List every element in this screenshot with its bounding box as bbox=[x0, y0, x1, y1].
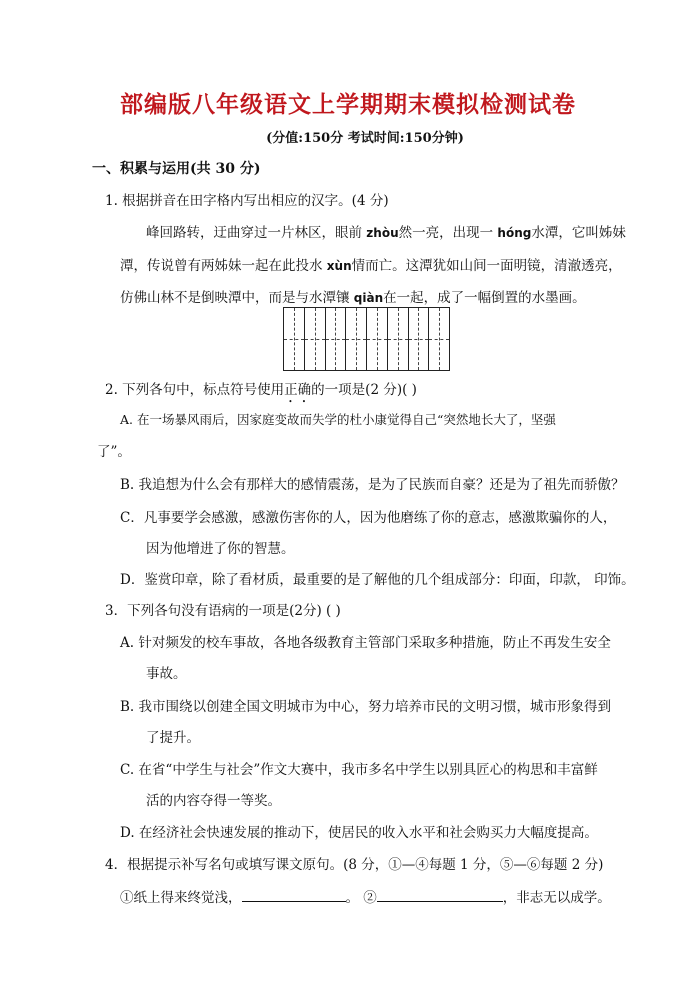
grid-cell[interactable] bbox=[367, 308, 388, 370]
pinyin-3: xùn bbox=[326, 259, 352, 273]
question-2-option-d: D．鉴赏印章，除了看材质，最重要的是了解他的几个组成部分：印面，印款， 印饰。 bbox=[120, 572, 635, 588]
question-3-option-d: D. 在经济社会快速发展的推动下，使居民的收入水平和社会购买力大幅度提高。 bbox=[120, 825, 598, 841]
question-4-prompt: 4．根据提示补写名句或填写课文原句。(8 分，①—④每题 1 分，⑤—⑥每题 2 分) bbox=[105, 857, 604, 873]
section-heading: 一、积累与运用(共 30 分) bbox=[92, 161, 261, 177]
question-2-option-a: A. 在一场暴风雨后，因家庭变故而失学的杜小康觉得自己“突然地长大了，坚强 bbox=[120, 412, 556, 427]
grid-cell[interactable] bbox=[409, 308, 430, 370]
question-1-prompt: 1. 根据拼音在田字格内写出相应的汉字。(4 分) bbox=[105, 193, 389, 209]
grid-cell[interactable] bbox=[326, 308, 347, 370]
question-2-prompt: 2. 下列各句中，标点符号使用正确的一项是(2 分)( ) bbox=[105, 382, 417, 398]
question-3-prompt: 3．下列各句没有语病的一项是(2分) ( ) bbox=[105, 603, 341, 619]
grid-cell[interactable] bbox=[346, 308, 367, 370]
question-2-option-a-cont: 了”。 bbox=[97, 444, 131, 460]
answer-blank-2[interactable] bbox=[377, 887, 503, 902]
question-4-fill-line: ①纸上得来终觉浅， 。 ② ，非志无以成学。 bbox=[120, 886, 611, 906]
question-3-option-b-cont: 了提升。 bbox=[146, 730, 200, 746]
question-2-option-c: C．凡事要学会感激，感激伤害你的人，因为他磨练了你的意志，感激欺骗你的人， bbox=[120, 510, 617, 526]
question-2-option-b: B. 我追想为什么会有那样大的感情震荡，是为了民族而自豪？还是为了祖先而骄傲？ bbox=[120, 477, 625, 493]
pinyin-1: zhòu bbox=[366, 226, 399, 240]
grid-cell[interactable] bbox=[284, 308, 305, 370]
question-3-option-a-cont: 事故。 bbox=[146, 666, 187, 682]
grid-cell[interactable] bbox=[429, 308, 449, 370]
grid-cell[interactable] bbox=[388, 308, 409, 370]
answer-blank-1[interactable] bbox=[242, 887, 346, 902]
question-3-option-b: B. 我市围绕以创建全国文明城市为中心，努力培养市民的文明习惯，城市形象得到 bbox=[120, 699, 612, 715]
tianzige-grid[interactable] bbox=[283, 307, 450, 371]
pinyin-4: qiàn bbox=[353, 291, 384, 305]
question-1-passage-line-3: 仿佛山林不是倒映潭中，而是与水潭镶 qiàn在一起，成了一幅倒置的水墨画。 bbox=[120, 290, 586, 306]
question-3-option-c: C. 在省“中学生与社会”作文大赛中，我市多名中学生以别具匠心的构思和丰富鲜 bbox=[120, 762, 598, 778]
question-3-option-c-cont: 活的内容夺得一等奖。 bbox=[146, 793, 281, 809]
question-1-passage-line-2: 潭，传说曾有两姊妹一起在此投水 xùn情而亡。这潭犹如山间一面明镜，清澈透亮， bbox=[120, 258, 622, 274]
grid-cell[interactable] bbox=[305, 308, 326, 370]
question-3-option-a: A. 针对频发的校车事故，各地各级教育主管部门采取多种措施，防止不再发生安全 bbox=[120, 635, 611, 651]
pinyin-2: hóng bbox=[497, 226, 532, 240]
question-1-passage-line-1: 峰回路转，迂曲穿过一片林区，眼前 zhòu然一亮，出现一 hóng水潭，它叫姊妹 bbox=[146, 225, 626, 241]
question-2-option-c-cont: 因为他增进了你的智慧。 bbox=[146, 541, 295, 557]
exam-info: (分值:150分 考试时间:150分钟) bbox=[266, 131, 464, 146]
page-title: 部编版八年级语文上学期期末模拟检测试卷 bbox=[120, 92, 576, 118]
